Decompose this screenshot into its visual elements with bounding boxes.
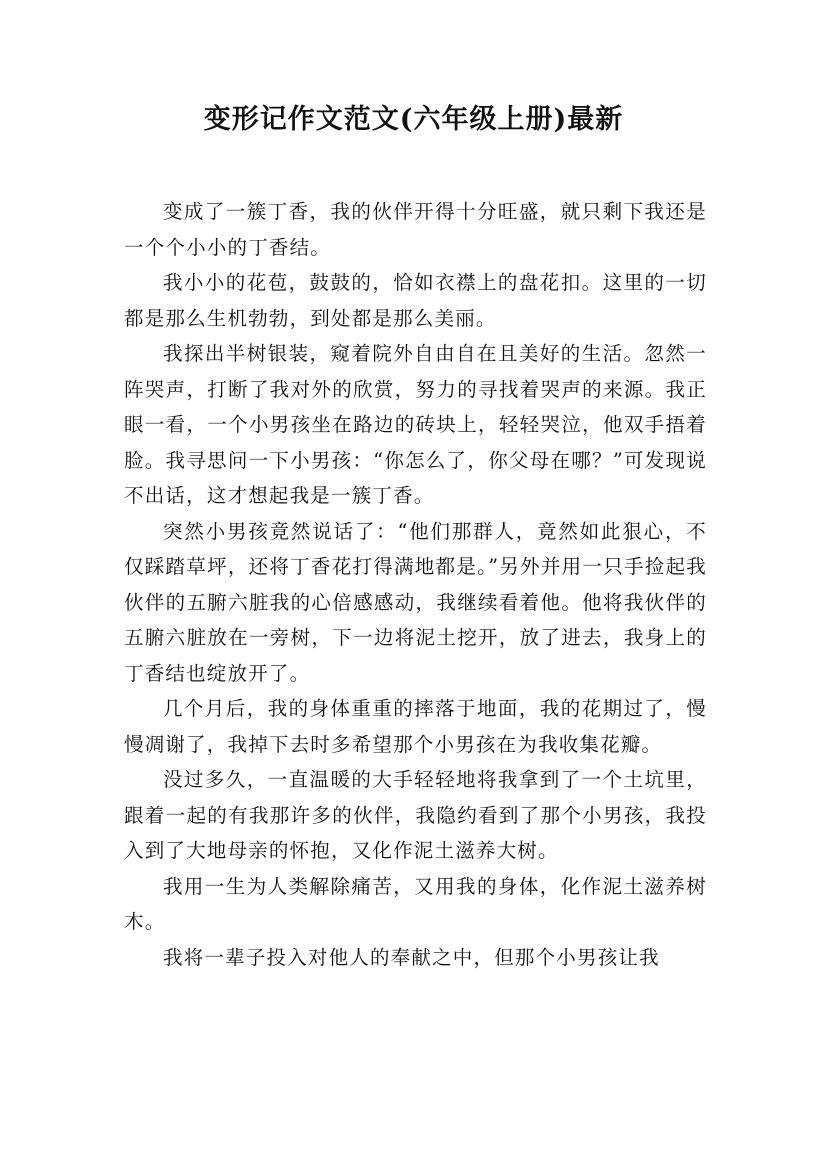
paragraph-2: 我小小的花苞，鼓鼓的，恰如衣襟上的盘花扣。这里的一切都是那么生机勃勃，到处都是那么美丽。 bbox=[124, 271, 707, 330]
document-title: 变形记作文范文(六年级上册)最新 bbox=[203, 104, 624, 135]
paragraph-7: 我用一生为人类解除痛苦，又用我的身体，化作泥土滋养树木。 bbox=[124, 874, 707, 933]
paragraph-3: 我探出半树银装，窥着院外自由自在且美好的生活。忽然一阵哭声，打断了我对外的欣赏，努力的寻找着哭声的来源。我正眼一看，一个小男孩坐在路边的砖块上，轻轻哭泣，他双手捂着脸。我寻思问一下小男孩：“你怎么了，你父母在哪？”可发现说不出话，这才想起我是一簇丁香。 bbox=[124, 342, 707, 507]
paragraph-5: 几个月后，我的身体重重的摔落于地面，我的花期过了，慢慢凋谢了，我掉下去时多希望那个小男孩在为我收集花瓣。 bbox=[124, 697, 707, 756]
paragraph-6: 没过多久，一直温暖的大手轻轻地将我拿到了一个土坑里，跟着一起的有我那许多的伙伴，我隐约看到了那个小男孩，我投入到了大地母亲的怀抱，又化作泥土滋养大树。 bbox=[124, 768, 707, 862]
document-body bbox=[124, 194, 707, 975]
paragraph-4: 突然小男孩竟然说话了：“他们那群人，竟然如此狠心，不仅踩踏草坪，还将丁香花打得满地都是。”另外并用一只手捡起我伙伴的五腑六脏我的心倍感感动，我继续看着他。他将我伙伴的五腑六脏放在一旁树，下一边将泥土挖开，放了进去，我身上的丁香结也绽放开了。 bbox=[124, 519, 707, 685]
paragraph-8: 我将一辈子投入对他人的奉献之中，但那个小男孩让我 bbox=[163, 945, 660, 969]
paragraph-1: 变成了一簇丁香，我的伙伴开得十分旺盛，就只剩下我还是一个个小小的丁香结。 bbox=[124, 200, 707, 259]
